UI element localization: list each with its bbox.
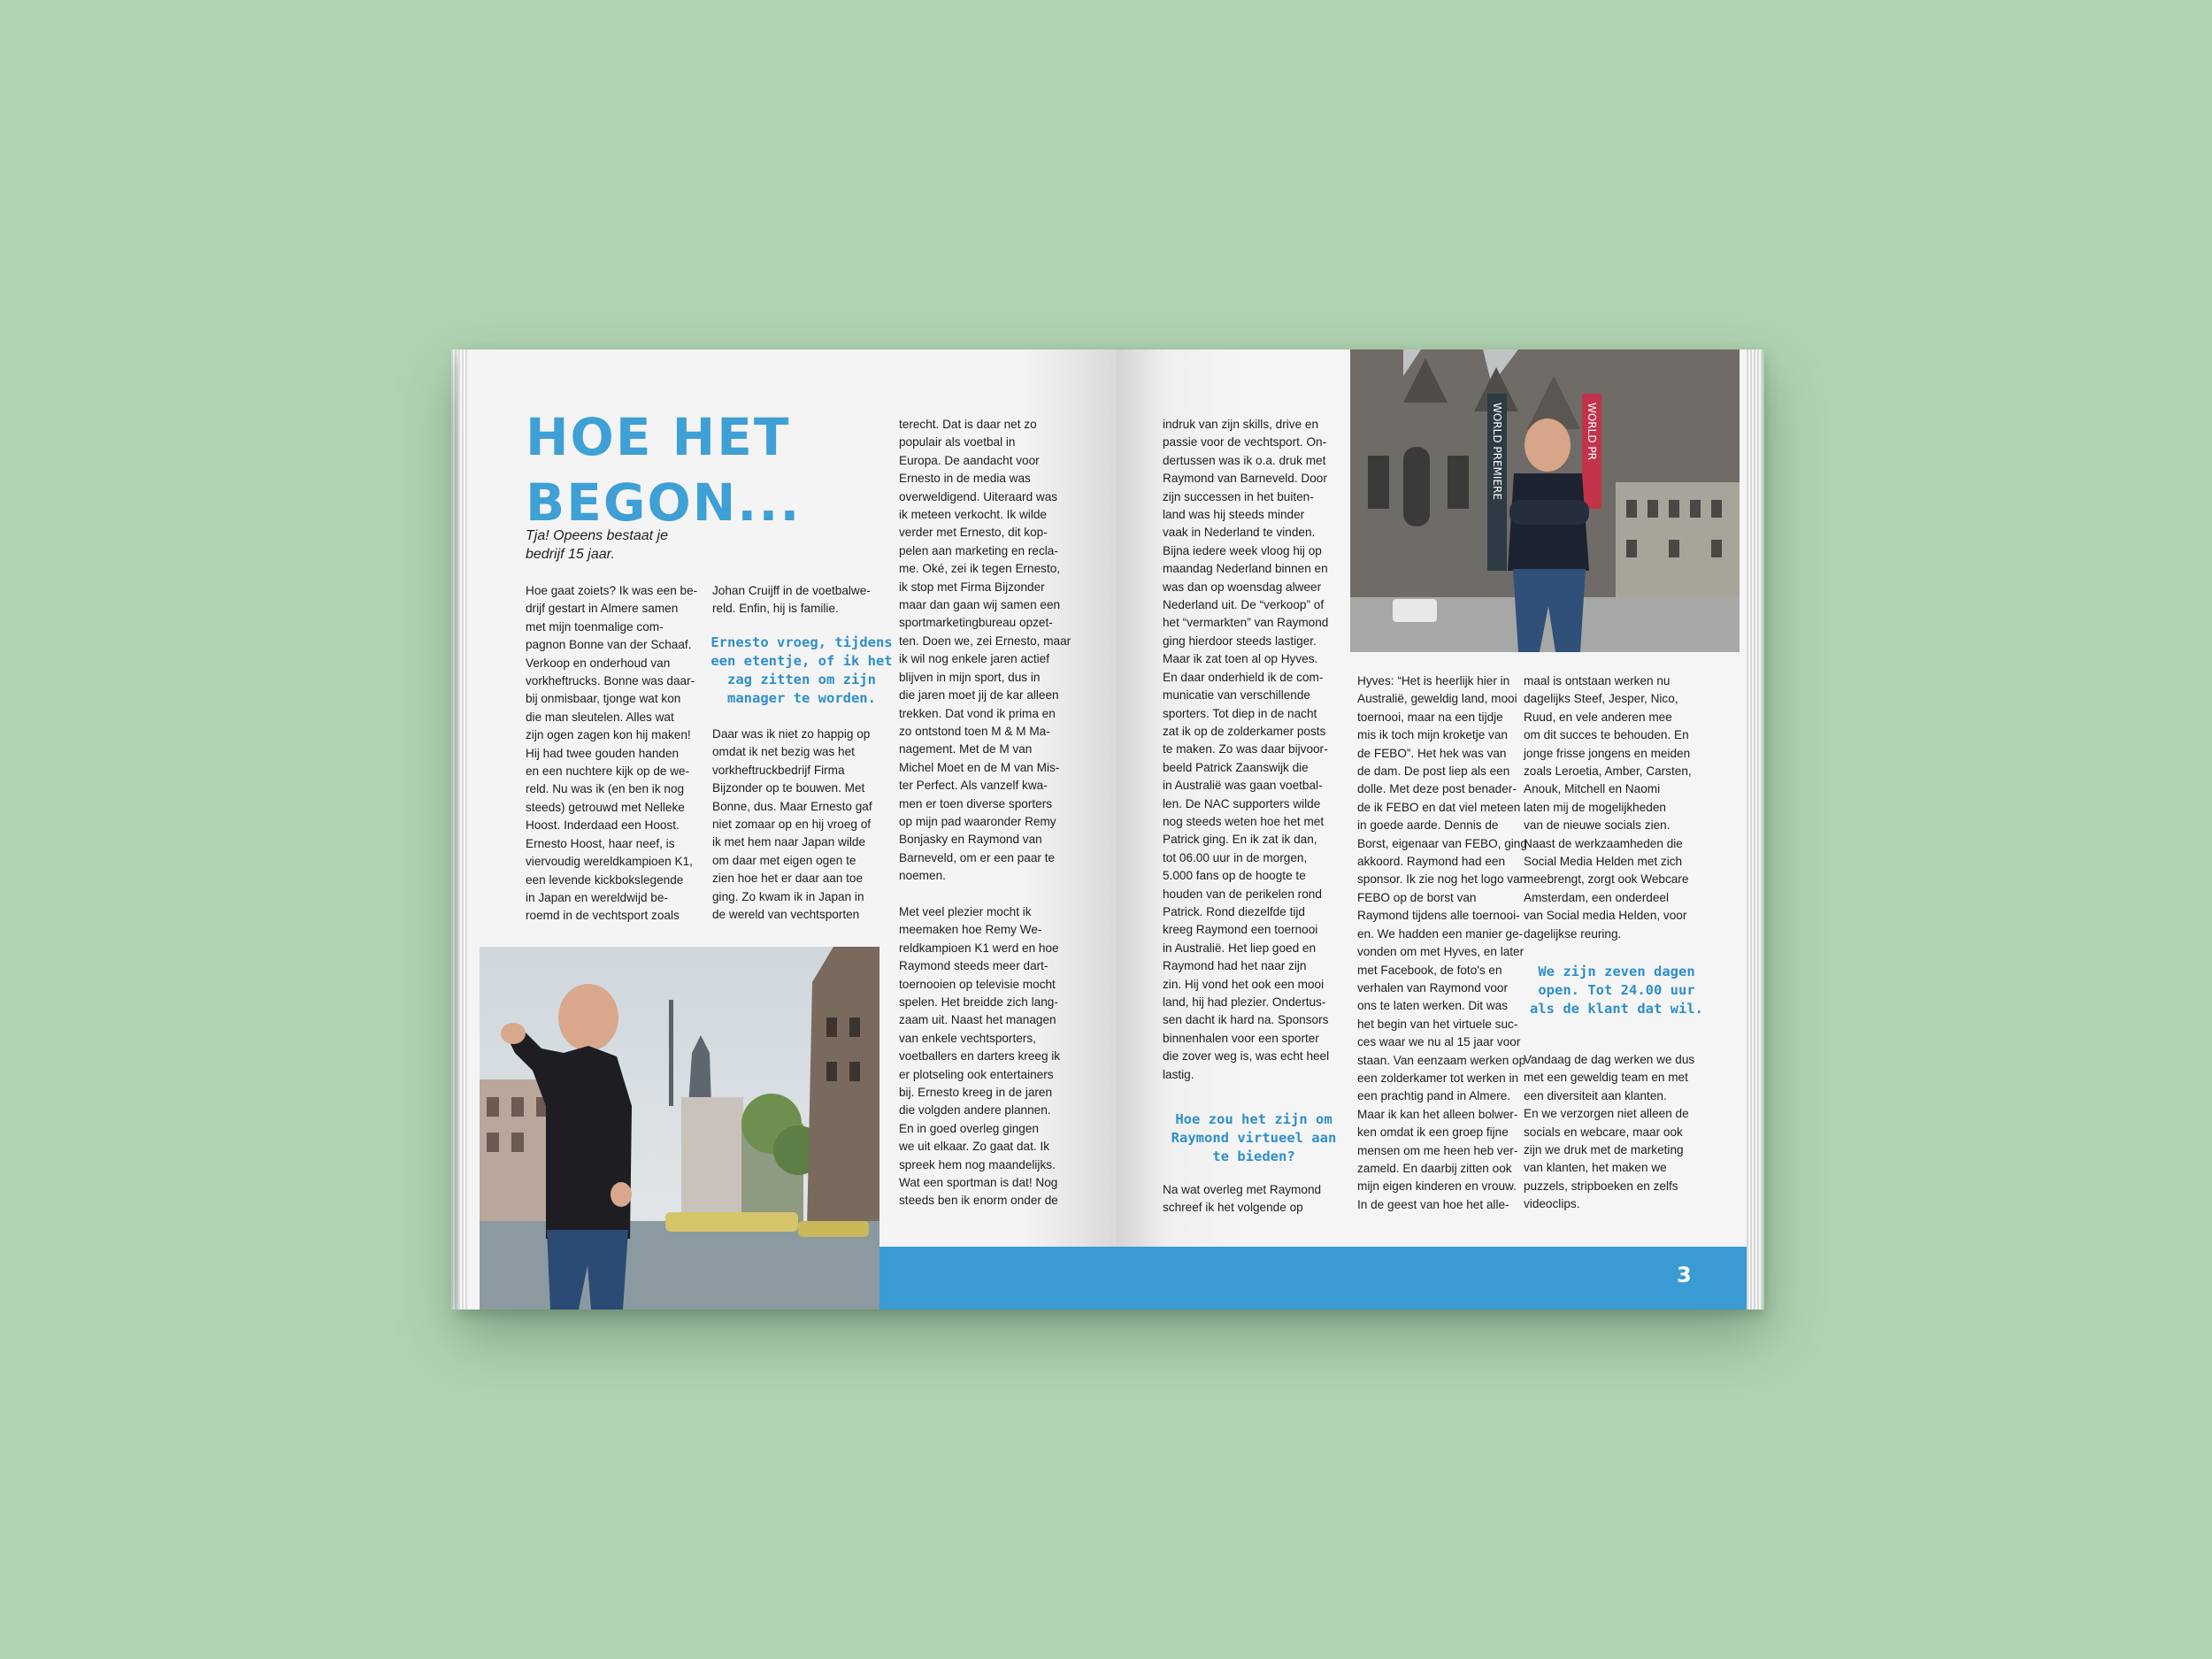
right-column-1-bottom: Na wat overleg met Raymond schreef ik het volgende op xyxy=(1163,1183,1322,1215)
right-column-2: Hyves: “Het is heerlijk hier in Australië, geweldig land, mooi toernooi, maar na een tijdje mis ik toch mijn kroketje van de FEBO”. Het hek was van de dam. De post liep als een dolle. Met deze post benader- de ik FEBO en dat viel meteen in goede aarde. Dennis de Borst, eigenaar van FEBO, ging akkoord. Raymond had een sponsor. Ik zie nog het logo van FEBO op de borst van Raymond tijdens alle toernooi- en. We hadden een manier ge- vonden om met Hyves, en later met Facebook, de foto's en verhalen van Raymond voor ons te laten werken. Dit was het begin van het virtuele suc- ces waar we nu al 15 jaar voor staan. Van eenzaam werken op een zolderkamer tot werken in een prachtig pand in Almere. Maar ik kan het alleen bolwer- ken omdat ik een groep fijne mensen om me heen heb ver- zameld. En daarbij zitten ook mijn eigen kinderen en vrouw. In de geest van hoe het alle- xyxy=(1357,674,1527,1211)
photo-man-in-square xyxy=(1350,349,1740,652)
left-column-3: terecht. Dat is daar net zo populair als voetbal in Europa. De aandacht voor Ernesto in de media was overweldigend. Uiteraard was ik meteen verkocht. Ik wilde verder met Ernesto, dit kop- pelen aan marketing en recla- me. Oké, zei ik tegen Ernesto, ik stop met Firma Bijzonder maar dan gaan wij samen een sportmarketingbureau opzet- ten. Doen we, zei Ernesto, maar ik wil nog enkele jaren actief blijven in mijn sport, dus in die jaren moet jij de kar alleen trekken. Dat vond ik prima en zo ontstond toen M & M Ma- nagement. Met de M van Michel Moet en de M van Mis- ter Perfect. Als vanzelf kwa- men er toen diverse sporters op mijn pad waaronder Remy Bonjasky en Raymond van Barneveld, om er een paar te noemen. Met veel plezier mocht ik meemaken hoe Remy We- reldkampioen K1 werd en hoe Raymond steeds meer dart- toernooien op televisie mocht spelen. Het breidde zich lang- zaam uit. Naast het managen van enkele vechtsporters, voetballers en darters kreeg ik er plotseling ook entertainers bij. Ernesto kreeg in de jaren die volgden andere plannen. En in goed overleg gingen we uit elkaar. Zo gaat dat. Ik spreek hem nog maandelijks. Wat een sportman is dat! Nog steeds ben ik enorm onder de xyxy=(899,418,1071,1208)
right-column-1-top: indruk van zijn skills, drive en passie voor de vechtsport. On- dertussen was ik o.a. druk met Raymond van Barneveld. Door zijn successen in het buiten- land was hij steeds minder vaak in Nederland te vinden. Bijna iedere week vloog hij op maandag Nederland binnen en was dan op woensdag alweer Nederland uit. De “verkoop” of het “vermarkten” van Raymond ging hierdoor steeds lastiger. Maar ik zat toen al op Hyves. En daar onderhield ik de com- municatie van verschillende sporters. Tot diep in de nacht zat ik op de zolderkamer posts te maken. Zo was daar bijvoor- beeld Patrick Zaanswijk die in Australië was gaan voetbal- len. De NAC supporters wilde nog steeds weten hoe het met Patrick ging. En ik zat ik dan, tot 06.00 uur in de morgen, 5.000 fans op de hoogte te houden van de perikelen rond Patrick. Rond diezelfde tijd kreeg Raymond een toernooi in Australië. Het liep goed en Raymond had het naar zijn zin. Hij vond het ook een mooi land, hij had plezier. Ondertus- sen dacht ik hard na. Sponsors binnenhalen voor een sporter die zover weg is, was echt heel lastig. xyxy=(1163,418,1330,1081)
right-page xyxy=(1117,349,1747,1310)
left-column-2-bottom: Daar was ik niet zo happig op omdat ik net bezig was het vorkheftruckbedrijf Firma Bijzonder op te bouwen. Met Bonne, dus. Maar Ernesto gaf niet zomaar op en hij vroeg of ik met hem naar Japan wilde om daar met eigen ogen te zien hoe het er daar aan toe ging. Zo kwam ik in Japan in de wereld van vechtsporten xyxy=(712,727,872,922)
left-column-2-top: Johan Cruijff in de voetbalwe- reld. Enfin, hij is familie. xyxy=(712,584,871,616)
page-number: 3 xyxy=(1677,1263,1692,1287)
left-column-1: Hoe gaat zoiets? Ik was een be- drijf gestart in Almere samen met mijn toenmalige com- pagnon Bonne van der Schaaf. Verkoop en onderhoud van vorkheftrucks. Bonne was daar- bij onmisbaar, tjonge wat kon die man sleutelen. Alles wat zijn ogen zagen kon hij maken! Hij had twee gouden handen en een nuchtere kijk op de we- reld. Nu was ik (en ben ik nog steeds) getrouwd met Nelleke Hoost. Inderdaad een Hoost. Ernesto Hoost, haar neef, is viervoudig wereldkampioen K1, een levende kickbokslegende in Japan en wereldwijd be- roemd in de vechtsport zoals xyxy=(526,584,698,923)
banner-world-pr-text: WORLD PR xyxy=(1586,403,1598,460)
left-page xyxy=(467,349,1117,1310)
right-column-3-top: maal is ontstaan werken nu dagelijks Steef, Jesper, Nico, Ruud, en vele anderen mee om dit succes te behouden. En jonge frisse jongens en meiden zoals Leroetia, Amber, Carsten, Anouk, Mitchell en Naomi laten mij de mogelijkheden van de nieuwe socials zien. Naast de werkzaamheden die Social Media Helden met zich meebrengt, zorgt ook Webcare Amsterdam, een onderdeel van Social media Helden, voor dagelijkse reuring. xyxy=(1524,674,1692,941)
banner-world-premiere-text: WORLD PREMIERE xyxy=(1491,403,1503,500)
pull-quote-ernesto: Ernesto vroeg, tijdens een etentje, of ik het zag zitten om zijn manager te worden. xyxy=(710,634,893,706)
photo-man-pointing xyxy=(480,947,879,1310)
right-column-3-bottom: Vandaag de dag werken we dus met een geweldig team en met een diversiteit aan klanten. En we verzorgen niet alleen de socials en webcare, maar ook zijn we druk met de marketing van klanten, het maken we puzzels, stripboeken en zelfs videoclips. xyxy=(1524,1053,1695,1211)
pull-quote-open: We zijn zeven dagen open. Tot 24.00 uur als de klant dat wil. xyxy=(1530,964,1703,1017)
blue-footer-bar-right xyxy=(1117,1247,1747,1310)
pull-quote-raymond: Hoe zou het zijn om Raymond virtueel aan te bieden? xyxy=(1171,1111,1337,1164)
blue-footer-bar-left xyxy=(879,1247,1117,1310)
article-intro: Tja! Opeens bestaat je bedrijf 15 jaar. xyxy=(526,528,668,562)
article-title: HOE HET BEGON... xyxy=(526,407,802,533)
